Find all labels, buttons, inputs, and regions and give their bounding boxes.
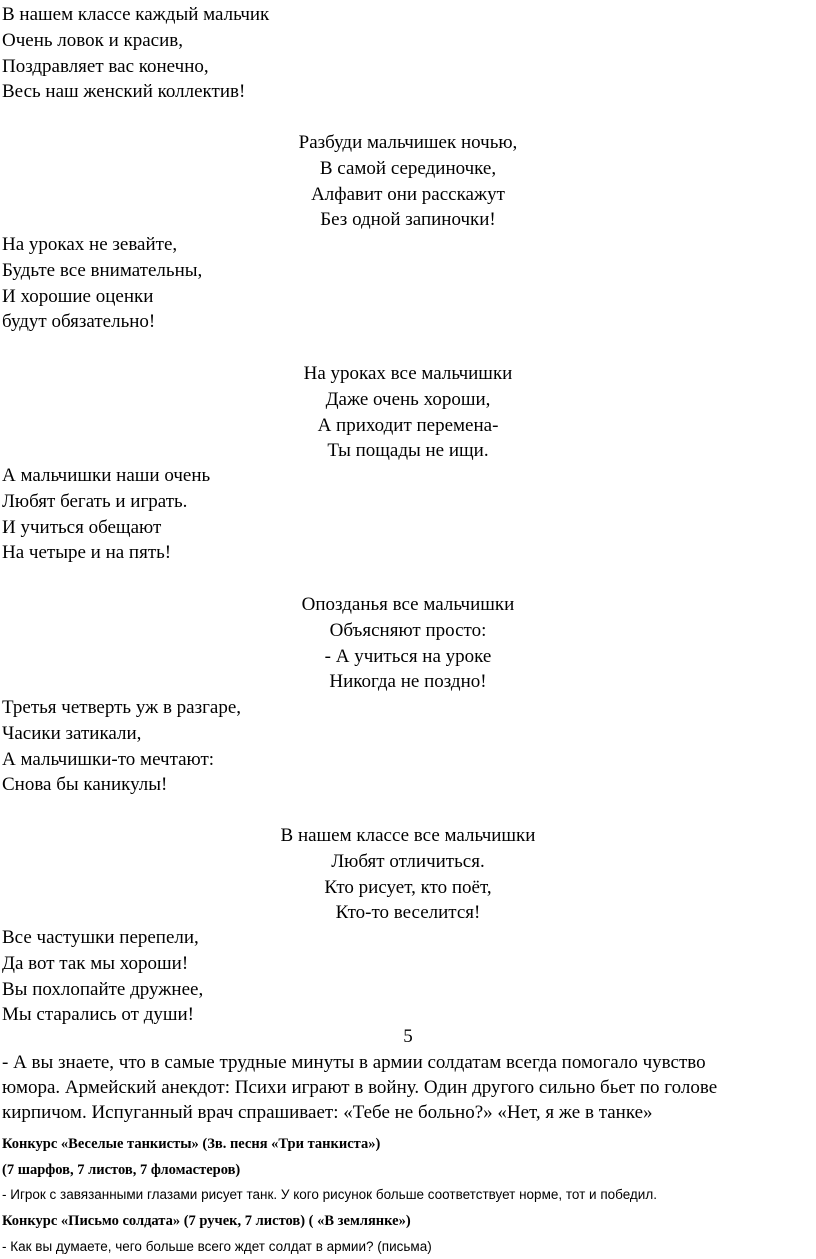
poem-line: Часики затикали, (2, 722, 142, 744)
poem-line: Разбуди мальчишек ночью, (298, 132, 518, 153)
poem-line: А мальчишки-то мечтают: (2, 748, 215, 770)
poem-line: будут обязательно! (2, 311, 156, 333)
poem-line: Все частушки перепели, (2, 927, 199, 948)
poem-line: В нашем классе каждый мальчик (2, 4, 270, 25)
poem-line: Да вот так мы хороши! (2, 952, 189, 974)
contest-1-title: Конкурс «Веселые танкисты» (Зв. песня «Три танкиста») (2, 1136, 381, 1152)
poem-line: Будьте все внимательны, (2, 259, 203, 281)
poem-line: Вы похлопайте дружнее, (2, 978, 204, 1000)
poem-stanza-8 (0, 823, 816, 926)
poem-line: И учиться обещают (2, 516, 162, 538)
contest-2-title: Конкурс «Письмо солдата» (7 ручек, 7 листов) ( «В землянке») (2, 1213, 411, 1229)
poem-stanza-7 (2, 695, 241, 798)
poem-line: Снова бы каникулы! (2, 774, 168, 796)
poem-line: На уроках все мальчишки (303, 363, 513, 384)
poem-line: В самой серединочке, (319, 157, 497, 179)
poem-line: Очень ловок и красив, (2, 29, 184, 51)
poem-line: Объясняют просто: (329, 619, 487, 641)
poem-line: А приходит перемена- (317, 414, 499, 436)
poem-line: На четыре и на пять! (2, 542, 172, 564)
poem-line: Любят бегать и играть. (2, 490, 188, 512)
poem-stanza-9 (2, 925, 203, 1028)
contest-1-materials: (7 шарфов, 7 листов, 7 фломастеров) (2, 1162, 241, 1178)
poem-stanza-5 (2, 463, 210, 566)
poem-line: Без одной запиночки! (320, 209, 496, 231)
poem-line: На уроках не зевайте, (2, 234, 178, 255)
anecdote-line: кирпичом. Испуганный врач спрашивает: «Тебе не больно?» «Нет, я же в танке» (2, 1102, 653, 1123)
anecdote-paragraph (2, 1050, 808, 1125)
poem-stanza-3 (2, 232, 202, 335)
poem-stanza-4 (0, 361, 816, 464)
poem-stanza-2 (0, 130, 816, 233)
poem-line: Весь наш женский коллектив! (2, 81, 246, 103)
poem-line: Даже очень хороши, (325, 388, 491, 410)
poem-line: Любят отличиться. (331, 850, 485, 872)
poem-line: А мальчишки наши очень (2, 465, 211, 486)
page-number: 5 (403, 1026, 413, 1047)
anecdote-line: - А вы знаете, что в самые трудные минуты в армии солдатам всегда помогало чувство (2, 1052, 706, 1073)
poem-line: И хорошие оценки (2, 285, 154, 307)
poem-line: Третья четверть уж в разгаре, (2, 697, 242, 718)
poem-line: Ты пощады не ищи. (327, 440, 489, 462)
poem-line: - А учиться на уроке (324, 645, 492, 667)
contest-1-rules: - Игрок с завязанными глазами рисует танк. У кого рисунок больше соответствует норме, тот и победил. (2, 1187, 657, 1202)
poem-line: Опозданья все мальчишки (301, 594, 515, 615)
poem-line: Никогда не поздно! (329, 671, 487, 693)
contest-2-question: - Как вы думаете, чего больше всего ждет солдат в армии? (письма) (2, 1239, 432, 1254)
poem-line: Поздравляет вас конечно, (2, 55, 209, 77)
poem-line: Кто рисует, кто поёт, (324, 876, 492, 898)
poem-line: Кто-то веселится! (335, 902, 481, 924)
poem-line: Алфавит они расскажут (311, 183, 505, 205)
poem-line: Мы старались от души! (2, 1004, 195, 1026)
poem-line: В нашем классе все мальчишки (280, 825, 536, 846)
poem-stanza-6 (0, 592, 816, 695)
poem-stanza-1 (2, 2, 269, 105)
anecdote-line: юмора. Армейский анекдот: Психи играют в войну. Один другого сильно бьет по голове (2, 1077, 718, 1098)
